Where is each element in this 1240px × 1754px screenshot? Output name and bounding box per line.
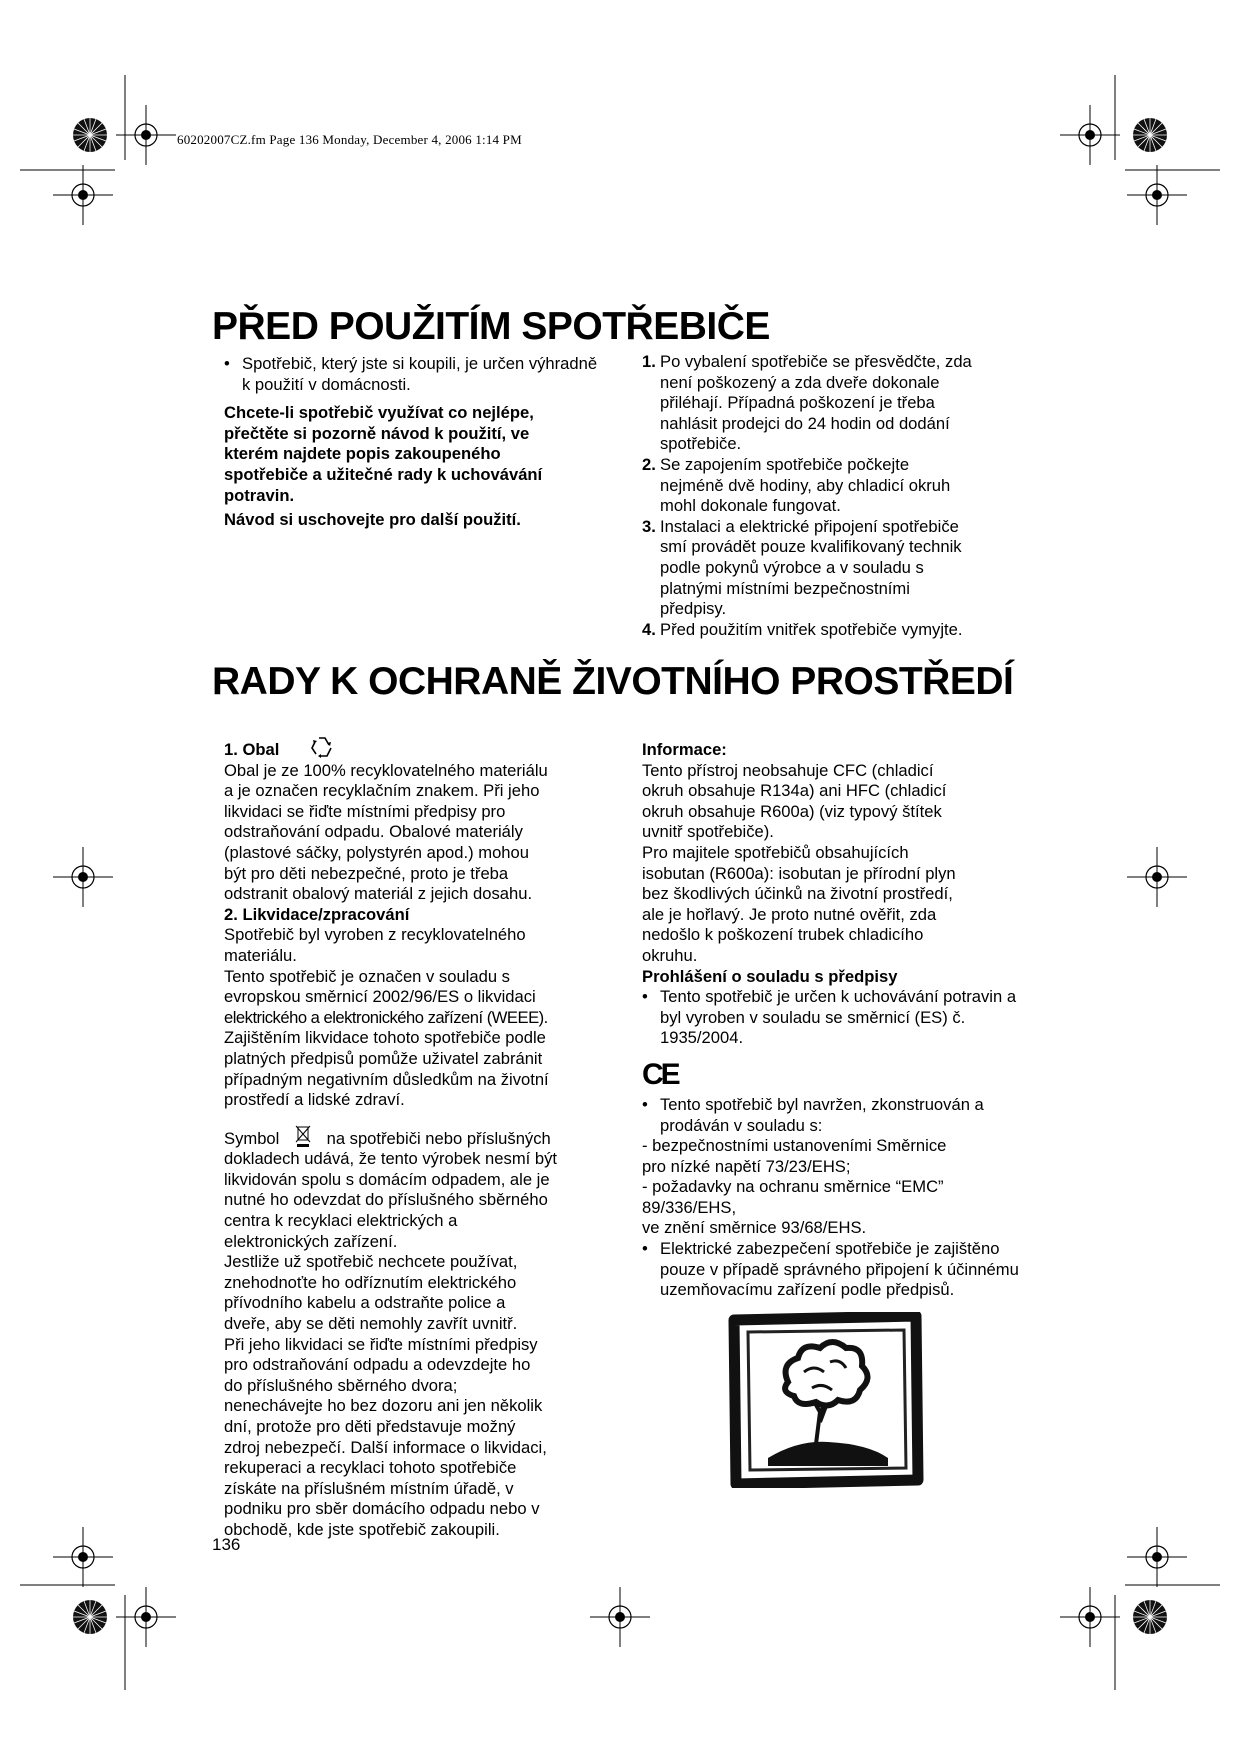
electric-safety-bullet: • Elektrické zabezpečení spotřebiče je zajištěno pouze v případě správného připojení k účinnému uzemňovacímu zařízení podle předpisů. — [642, 1239, 1022, 1301]
section-title-environment: RADY K OCHRANĚ ŽIVOTNÍHO PROSTŘEDÍ — [212, 660, 1014, 703]
list-item: 1. Po vybalení spotřebiče se přesvědčte, zda není poškozený a zda dveře dokonale přiléhají. Případná poškození je třeba nahlásit prodejci do 24 hodin od dodání spotřebiče. — [642, 352, 972, 454]
before-use-numbered-list — [642, 352, 1022, 640]
bold-advice-line: Chcete-li spotřebič využívat co nejlépe, — [224, 403, 534, 423]
environment-tree-illustration — [728, 1312, 924, 1488]
keep-manual-note: Návod si uschovejte pro další použití. — [224, 510, 521, 530]
before-use-left-column — [224, 354, 604, 531]
declaration-heading: Prohlášení o souladu s předpisy — [642, 966, 898, 986]
list-item: 4. Před použitím vnitřek spotřebiče vymyjte. — [642, 619, 963, 639]
crossed-bin-icon — [292, 1123, 314, 1147]
bold-advice-line: kterém najdete popis zakoupeného — [224, 444, 501, 464]
intended-use-bullet: • Spotřebič, který jste si koupili, je určen výhradně k použití v domácnosti. — [224, 354, 604, 395]
ce-mark: CE — [642, 1057, 678, 1091]
declaration-bullet: • Tento spotřebič je určen k uchovávání potravin a byl vyroben v souladu se směrnicí (ES) č. 1935/2004. — [642, 987, 1022, 1049]
environment-right-column: Informace: Tento přístroj neobsahuje CFC (chladicí okruh obsahuje R134a) ani HFC (chladicí okruh obsahuje R600a) (viz typový štítek uvnitř spotřebiče). Pro majitele spotřebičů obsahujících isobutan (R600a): isobutan je přírodní plyn bez škodlivých účinků na životní prostředí, ale je hořlavý. Je proto nutné ověřit, zda nedošlo k poškození trubek chladicího okruhu. Prohlášení o souladu s předpisy • Tento spotřebič je určen k uchovávání potravin a byl vyroben v souladu se směrnicí (ES) č. 1935/2004. CE • Tento spotřebič byl navržen, zkonstruován a prodáván v souladu s: - bezpečnostními ustanoveními Směrnice pro nízké napětí 73/23/EHS; - požadavky na ochranu směrnice “EMC” 89/336/EHS, ve znění směrnice 93/68/EHS. • Elektrické zabezpečení spotřebiče je zajištěno pouze v případě správného připojení k účinnému uzemňovacímu zařízení podle předpisů. — [642, 740, 1022, 1301]
section-title-before-use: PŘED POUŽITÍM SPOTŘEBIČE — [212, 305, 770, 348]
list-item: 2. Se zapojením spotřebiče počkejte nejméně dvě hodiny, aby chladicí okruh mohl dokonale fungovat. — [642, 454, 951, 516]
bold-advice-line: přečtěte si pozorně návod k použití, ve — [224, 423, 530, 443]
obal-heading: 1. Obal — [224, 740, 280, 759]
design-bullet: • Tento spotřebič byl navržen, zkonstruován a prodáván v souladu s: — [642, 1095, 1022, 1136]
list-item: 3. Instalaci a elektrické připojení spotřebiče smí provádět pouze kvalifikovaný technik podle pokynů výrobce a v souladu s platnými místními bezpečnostními předpisy. — [642, 516, 962, 619]
info-heading: Informace: — [642, 740, 727, 759]
file-header: 60202007CZ.fm Page 136 Monday, December 4, 2006 1:14 PM — [177, 132, 522, 147]
symbol-line: Symbol na spotřebiči nebo příslušných — [224, 1123, 604, 1150]
obal-heading-row — [224, 740, 604, 761]
environment-left-column: 1. Obal Obal je ze 100% recyklovatelného materiálu a je označen recyklačním znakem. Při jeho likvidaci se řiďte místními předpisy pro odstraňování odpadu. Obalové materiály (plastové sáčky, polystyrén apod.) mohou být pro děti nebezpečné, proto je třeba odstranit obalový materiál z jejich dosahu. 2. Likvidace/zpracování Spotřebič byl vyroben z recyklovatelného materiálu. Tento spotřebič je označen v souladu s evropskou směrnicí 2002/96/ES o likvidaci elektrického a elektronického zařízení (WEEE). Zajištěním likvidace tohoto spotřebiče podle platných předpisů pomůže uživatel zabránit případným negativním důsledkům na životní prostředí a lidské zdraví. Symbol na spotřebiči nebo příslušných dokladech udává, že tento výrobek nesmí být likvidován spolu s domácím odpadem, ale je nutné ho odevzdat do příslušného sběrného centra k recyklaci elektrických a elektronických zařízení. Jestliže už spotřebič nechcete používat, znehodnoťte ho odříznutím elektrického přívodního kabelu a odstraňte police a dveře, aby se děti nemohly zavřít uvnitř. Při jeho likvidaci se řiďte místními předpisy pro odstraňování odpadu a odevzdejte ho do příslušného sběrného dvora; nenechávejte ho bez dozoru ani jen několik dní, protože pro děti představuje možný zdroj nebezpečí. Další informace o likvidaci, rekuperaci a recyklaci tohoto spotřebiče získáte na příslušném místním úřadě, v podniku pro sběr domácího odpadu nebo v obchodě, kde jste spotřebič zakoupili. — [224, 740, 604, 1541]
bold-advice-line: spotřebiče a užitečné rady k uchovávání — [224, 464, 543, 484]
recycle-icon — [309, 735, 335, 759]
bold-advice-line: potravin. — [224, 485, 295, 505]
page-number: 136 — [212, 1535, 241, 1554]
likvidace-heading: 2. Likvidace/zpracování — [224, 904, 410, 924]
